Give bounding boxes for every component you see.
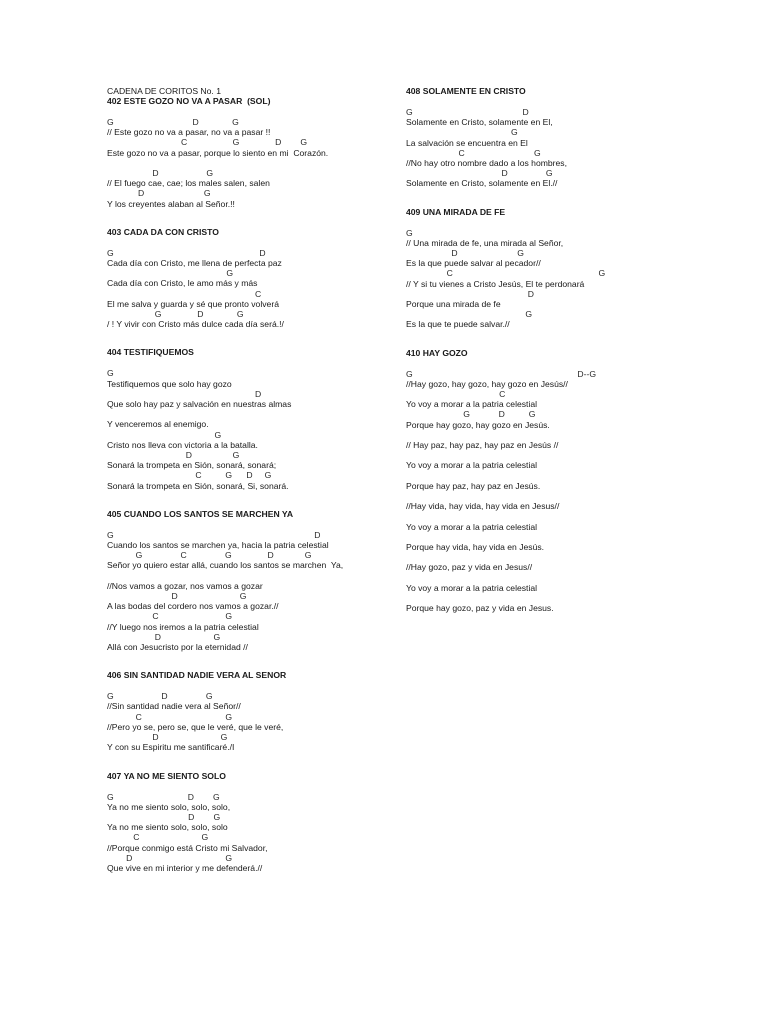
lyric-line: //Y luego nos iremos a la patria celestial (107, 621, 259, 632)
lyric-line: Solamente en Cristo, solamente en El, (406, 117, 553, 128)
lyric-line: Cuando los santos se marchen ya, hacia la patria celestial (107, 540, 329, 551)
chord-line: C G D G (107, 470, 272, 481)
blank-line (406, 450, 746, 460)
chord-line: C G (406, 268, 606, 279)
blank-line (107, 571, 397, 581)
lyric-line: Y los creyentes alaban al Señor.!! (107, 198, 235, 209)
song-body (107, 792, 397, 874)
lyric-line: Solamente en Cristo, solamente en El.// (406, 178, 558, 189)
lyric-line: //Hay gozo, paz y vida en Jesus// (406, 562, 533, 573)
chord-line: D (406, 288, 534, 299)
lyric-line: Señor yo quiero estar allá, cuando los santos se marchen Ya, (107, 560, 344, 571)
chord-line: G (107, 268, 234, 279)
chord-line: G D (406, 107, 529, 117)
lyric-line: Y venceremos al enemigo. (107, 419, 209, 430)
chord-line: G D (107, 529, 321, 540)
lyric-line: //Sin santidad nadie vera al Señor// (107, 701, 241, 712)
lyric-line: Y con su Espiritu me santificaré./I (107, 742, 235, 753)
song-block (107, 771, 397, 874)
lyric-line: Sonará la trompeta en Sión, sonará, sonará; (107, 460, 277, 471)
chord-line: G D G (107, 117, 239, 127)
blank-line (406, 573, 746, 583)
song-block (107, 86, 397, 209)
song-title: 403 CADA DA CON CRISTO (107, 226, 219, 237)
lyric-line: El me salva y guarda y sé que pronto volverá (107, 298, 279, 309)
lyric-line: Cristo nos lleva con victoria a la batalla. (107, 439, 258, 450)
blank-line (406, 552, 746, 562)
chord-line: D G (107, 450, 240, 461)
song-body (107, 530, 397, 652)
chord-line: G (107, 429, 222, 440)
lyric-line: Sonará la trompeta en Sión, sonará, Si, sonará. (107, 480, 289, 491)
lyric-line: Este gozo no va a pasar, porque lo siento en mi Corazón. (107, 147, 329, 158)
lyric-line: //Porque conmigo está Cristo mi Salvador, (107, 842, 268, 853)
chord-line: C G (107, 711, 233, 722)
chord-line: G D G (107, 309, 244, 320)
song-title: 406 SIN SANTIDAD NADIE VERA AL SENOR (107, 670, 287, 681)
lyric-line: // Y si tu vienes a Cristo Jesús, El te perdonará (406, 278, 585, 289)
song-title: 404 TESTIFIQUEMOS (107, 347, 194, 358)
lyric-line: // El fuego cae, cae; los males salen, salen (107, 178, 270, 189)
chord-line: C (107, 288, 262, 299)
lyric-line: Porque hay gozo, hay gozo en Jesús. (406, 419, 550, 430)
left-column (107, 86, 397, 873)
lyric-line: // Hay paz, hay paz, hay paz en Jesús // (406, 440, 559, 451)
chord-line: D G (107, 852, 233, 863)
song-body (107, 368, 397, 490)
lyric-line: Ya no me siento solo, solo, solo, (107, 801, 231, 812)
chord-line: G (107, 368, 114, 379)
lyric-line: Es la que puede salvar al pecador// (406, 258, 541, 269)
song-block (406, 86, 746, 189)
song-block (107, 347, 397, 490)
lyric-line: Porque hay vida, hay vida en Jesús. (406, 542, 545, 553)
lyric-line: Cada día con Cristo, me llena de perfecta paz (107, 258, 282, 269)
lyric-line: Yo voy a morar a la patria celestial (406, 582, 538, 593)
chord-line: G D G (406, 409, 536, 420)
lyric-line: Yo voy a morar a la patria celestial (406, 521, 538, 532)
lyric-line: //Pero yo se, pero se, que le veré, que le veré, (107, 721, 284, 732)
blank-line (107, 409, 397, 419)
lyric-line: Cada día con Cristo, le amo más y más (107, 278, 258, 289)
lyric-line: Allá con Jesucristo por la eternidad // (107, 642, 248, 653)
chord-line: D G (406, 248, 524, 259)
lyric-line: Porque una mirada de fe (406, 299, 501, 310)
blank-line (406, 430, 746, 440)
lyric-line: Porque hay paz, hay paz en Jesús. (406, 480, 541, 491)
song-body (107, 248, 397, 330)
song-title: 408 SOLAMENTE EN CRISTO (406, 86, 526, 96)
lyric-line: Que solo hay paz y salvación en nuestras almas (107, 399, 292, 410)
chord-line: C G D G (107, 137, 308, 148)
chord-line: G (406, 309, 533, 320)
song-title: 410 HAY GOZO (406, 347, 468, 358)
chord-line: D G (107, 811, 221, 822)
lyric-line: Yo voy a morar a la patria celestial (406, 399, 538, 410)
song-body (107, 117, 397, 209)
blank-line (406, 491, 746, 501)
chord-line: D G (107, 631, 221, 642)
song-title: 405 CUANDO LOS SANTOS SE MARCHEN YA (107, 508, 294, 519)
chord-line: C G (406, 147, 541, 158)
chord-line: C G (107, 611, 233, 622)
song-body (406, 228, 746, 330)
lyric-line: // Una mirada de fe, una mirada al Señor, (406, 237, 564, 248)
blank-line (406, 593, 746, 603)
song-title: 402 ESTE GOZO NO VA A PASAR (SOL) (107, 96, 271, 106)
chord-line: G D--G (406, 368, 597, 379)
lyric-line: Es la que te puede salvar.// (406, 319, 510, 330)
song-block (107, 670, 397, 752)
right-column (406, 86, 746, 613)
chord-line: D G (107, 168, 214, 178)
lyric-line: A las bodas del cordero nos vamos a gozar.// (107, 601, 279, 612)
song-title: 407 YA NO ME SIENTO SOLO (107, 770, 226, 781)
chord-line: G D (107, 247, 266, 258)
blank-line (406, 532, 746, 542)
song-block (107, 227, 397, 330)
song-block (406, 207, 746, 330)
lyric-line: // Este gozo no va a pasar, no va a pasar !! (107, 127, 271, 138)
lyric-line: //Hay gozo, hay gozo, hay gozo en Jesús// (406, 378, 568, 389)
lyric-line: //No hay otro nombre dado a los hombres, (406, 158, 567, 169)
chord-line: C (406, 389, 506, 400)
chord-line: G (406, 127, 518, 138)
blank-line (107, 158, 397, 168)
chord-line: D G (107, 591, 247, 602)
chord-line: D G (107, 732, 228, 743)
chord-line: G D G (107, 691, 213, 702)
lyric-line: Porque hay gozo, paz y vida en Jesus. (406, 603, 554, 614)
document-header: CADENA DE CORITOS No. 1 (107, 86, 221, 96)
lyric-line: Testifiquemos que solo hay gozo (107, 378, 232, 389)
song-body (406, 369, 746, 614)
blank-line (406, 511, 746, 521)
song-title: 409 UNA MIRADA DE FE (406, 206, 506, 217)
song-block (107, 509, 397, 652)
chord-line: G C G D G (107, 550, 312, 561)
chord-line: G D G (107, 791, 220, 802)
lyric-line: Ya no me siento solo, solo, solo (107, 822, 228, 833)
lyric-line: / ! Y vivir con Cristo más dulce cada día será.!/ (107, 319, 284, 330)
lyric-line: La salvación se encuentra en El (406, 137, 528, 148)
chord-line: G (406, 227, 413, 238)
chord-line: D G (406, 168, 553, 179)
song-body (107, 691, 397, 752)
lyric-line: //Hay vida, hay vida, hay vida en Jesus// (406, 501, 560, 512)
lyric-line: //Nos vamos a gozar, nos vamos a gozar (107, 580, 263, 591)
chord-line: C G (107, 832, 209, 843)
lyric-line: Que vive en mi interior y me defenderá.// (107, 862, 263, 873)
chord-line: D G (107, 188, 211, 199)
blank-line (406, 471, 746, 481)
chord-line: D (107, 388, 262, 399)
song-block (406, 348, 746, 614)
song-body (406, 107, 746, 189)
lyric-line: Yo voy a morar a la patria celestial (406, 460, 538, 471)
